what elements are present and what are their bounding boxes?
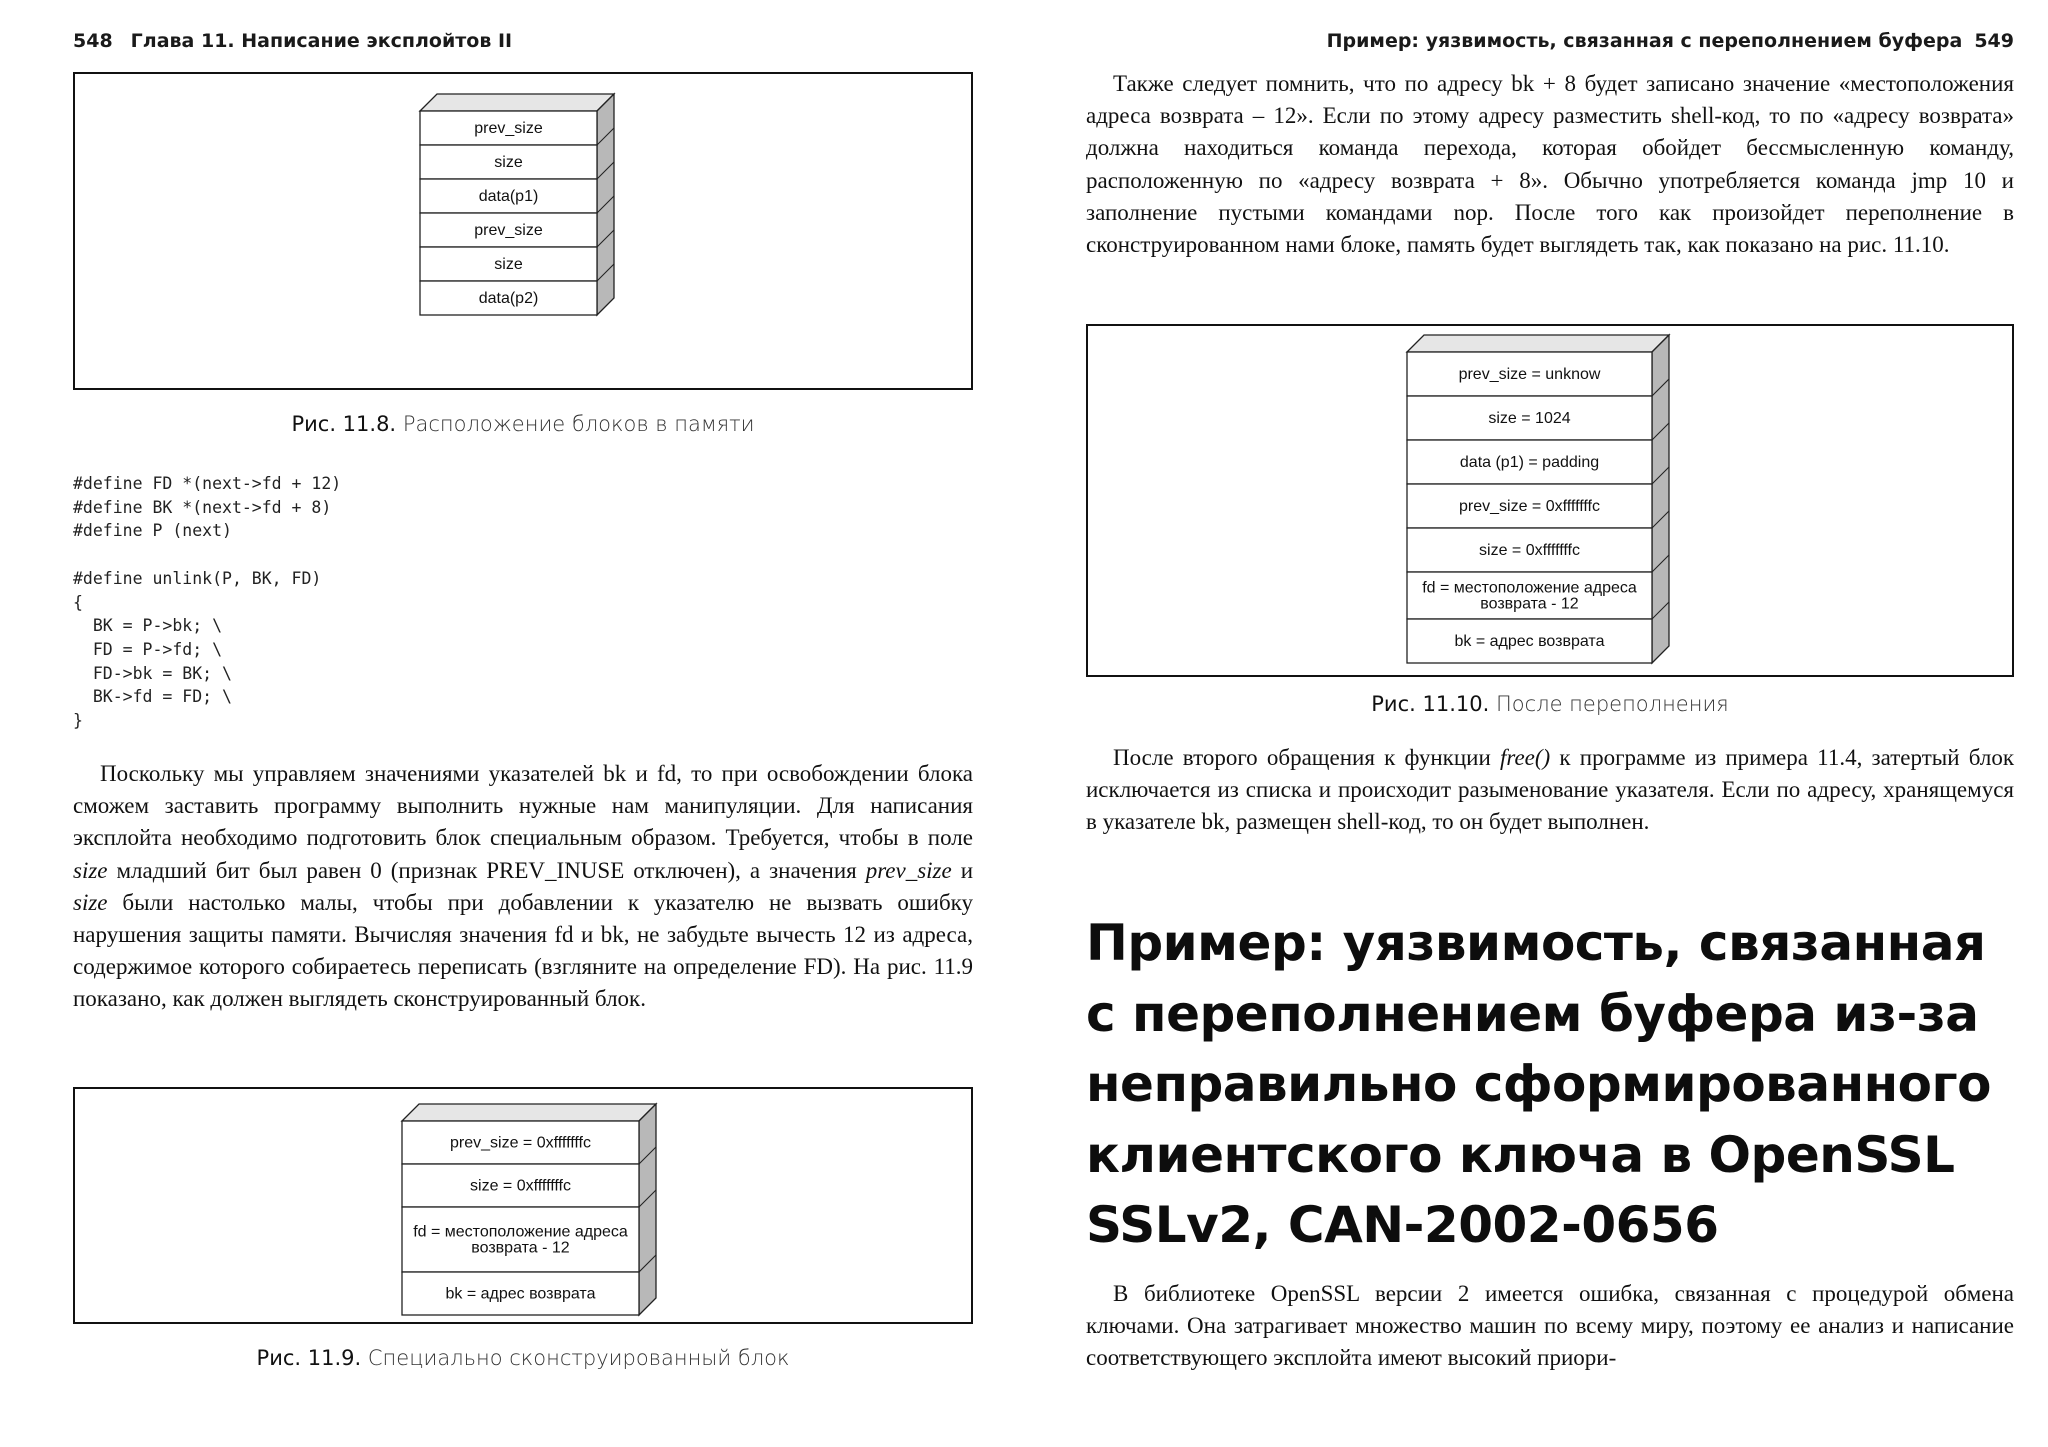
memory-cell-label: fd = местоположение адреса [1422,579,1637,597]
memory-cell-label: bk = адрес возврата [445,1285,596,1303]
memory-cell-label: возврата - 12 [471,1239,570,1257]
left-paragraph-text-1: Поскольку мы управляем значениями указателей bk и fd, то при освобождении блока сможем заставить программу выполнить нужные нам манипуляции. Для написания эксплойта необходимо подготовить блок специальным образом. Требуется, чтобы в поле [73,761,973,851]
memory-cell-label: prev_size = 0xfffffffc [1459,498,1600,515]
figure-11-10-caption [1086,692,2014,716]
section-heading-line: SSLv2, CAN-2002-0656 [1086,1196,1719,1254]
figure-11-10-frame [1086,324,2014,677]
memory-cell-label: prev_size [474,120,543,137]
figure-11-8-caption-text: Расположение блоков в памяти [402,412,755,436]
memory-cell-label: data(p1) [478,188,539,205]
memory-cell-label: возврата - 12 [1480,595,1579,613]
block-top-face [1407,335,1669,352]
right-section-title: Пример: уязвимость, связанная с переполнением буфера [1326,30,1963,52]
right-page-number: 549 [1974,30,2014,52]
code-line: } [73,711,83,731]
left-paragraph-em-prev-size: prev_size [865,857,952,883]
figure-11-9-caption [73,1346,973,1370]
left-running-head [73,30,512,52]
block-top-face [402,1104,656,1121]
code-line: #define BK *(next->fd + 8) [73,497,332,517]
figure-11-9-diagram [75,1089,971,1322]
figure-11-9-caption-text: Специально сконструированный блок [367,1346,790,1370]
code-line: #define P (next) [73,521,232,541]
section-heading-line: неправильно сформированного [1086,1055,1991,1113]
memory-cell-label: size [494,256,523,273]
memory-cell-label: prev_size = unknow [1458,366,1601,383]
right-paragraph-2-text-1: После второго обращения к функции [1113,745,1500,770]
right-paragraph-2 [1086,742,2014,839]
memory-cell-label: data(p2) [478,290,539,307]
section-heading-line: клиентского ключа в OpenSSL [1086,1125,1955,1184]
figure-11-10-caption-text: После переполнения [1495,692,1729,716]
right-page [1024,0,2048,1447]
code-line: FD->bk = BK; \ [73,663,232,683]
figure-11-9-frame [73,1087,973,1324]
right-running-head [1327,30,2014,52]
section-heading-line: Пример: уязвимость, связанная [1086,914,1986,972]
right-paragraph-1: Также следует помнить, что по адресу bk + 8 будет записано значение «местоположения адреса возврата – 12». Если по этому адресу разместить shell-код, то по «адресу возврата» должна находиться команда перехода, которая обойдет бессмысленную команду, расположенную по «адресу возврата + 8». Обычно употребляется команда jmp 10 и заполнение пустыми командами nop. После того как произойдет переполнение в сконструированном нами блоке, память будет выглядеть так, как показано на рис. 11.10. [1086,71,2014,258]
section-heading [1086,908,1991,1261]
code-line: FD = P->fd; \ [73,639,223,659]
block-side-face [1652,335,1669,663]
code-line: #define FD *(next->fd + 12) [73,474,342,493]
figure-11-10-caption-label: Рис. 11.10. [1371,692,1490,716]
memory-cell-label: size = 0xfffffffc [1479,542,1580,559]
figure-11-8-diagram [75,74,971,388]
memory-cell-label: size = 0xfffffffc [470,1177,571,1195]
right-paragraph-3: В библиотеке OpenSSL версии 2 имеется ошибка, связанная с процедурой обмена ключами. Она затрагивает множество машин по всему миру, поэтому ее анализ и написание соответствующего эксплойта имеют высокий приори- [1086,1281,2014,1371]
left-page-number: 548 [73,30,113,52]
code-line: { [73,592,83,612]
figure-11-8-caption [73,412,973,436]
right-paragraph-2-em-free: free() [1499,745,1551,770]
left-paragraph-text-3: и [951,857,973,883]
figure-11-8-caption-label: Рис. 11.8. [291,412,397,436]
left-paragraph [73,758,973,1016]
memory-cell-label: data (p1) = padding [1459,454,1600,471]
memory-cell-label: fd = местоположение адреса [413,1223,628,1241]
code-listing [73,472,341,733]
code-line: #define unlink(P, BK, FD) [73,568,322,588]
figure-11-8-frame [73,72,973,390]
block-top-face [420,94,614,111]
memory-cell-label: prev_size = 0xfffffffc [450,1134,591,1152]
memory-cell-label: size [494,154,523,171]
left-paragraph-em-size-2: size [73,889,108,915]
figure-11-10-diagram [1088,326,2012,675]
figure-11-9-caption-label: Рис. 11.9. [256,1346,362,1370]
left-paragraph-text-2: младший бит был равен 0 (признак PREV_INUSE отключен), а значения [107,857,866,883]
memory-cell-label: bk = адрес возврата [1454,633,1605,650]
left-chapter-title: Глава 11. Написание эксплойтов II [130,30,513,52]
block-side-face [639,1104,656,1315]
section-heading-line: с переполнением буфера из-за [1086,984,1979,1043]
memory-cell-label: size = 1024 [1488,410,1571,427]
code-line: BK = P->bk; \ [73,616,223,636]
left-paragraph-em-size: size [73,857,108,883]
code-line: BK->fd = FD; \ [73,687,232,707]
right-paragraph-2-text-2: к программе из примера 11.4, затертый блок исключается из списка и происходит разыменование указателя. Если по адресу, хранящемуся в указателе bk, размещен shell-код, то он будет выполнен. [1086,745,2014,835]
memory-cell-label: prev_size [474,222,543,239]
left-paragraph-text-4: были настолько малы, чтобы при добавлении к указателю не вызвать ошибку нарушения защиты памяти. Вычисляя значения fd и bk, не забудьте вычесть 12 из адреса, содержимое которого собираетесь переписать (взгляните на определение FD). На рис. 11.9 показано, как должен выглядеть сконструированный блок. [73,889,973,1012]
